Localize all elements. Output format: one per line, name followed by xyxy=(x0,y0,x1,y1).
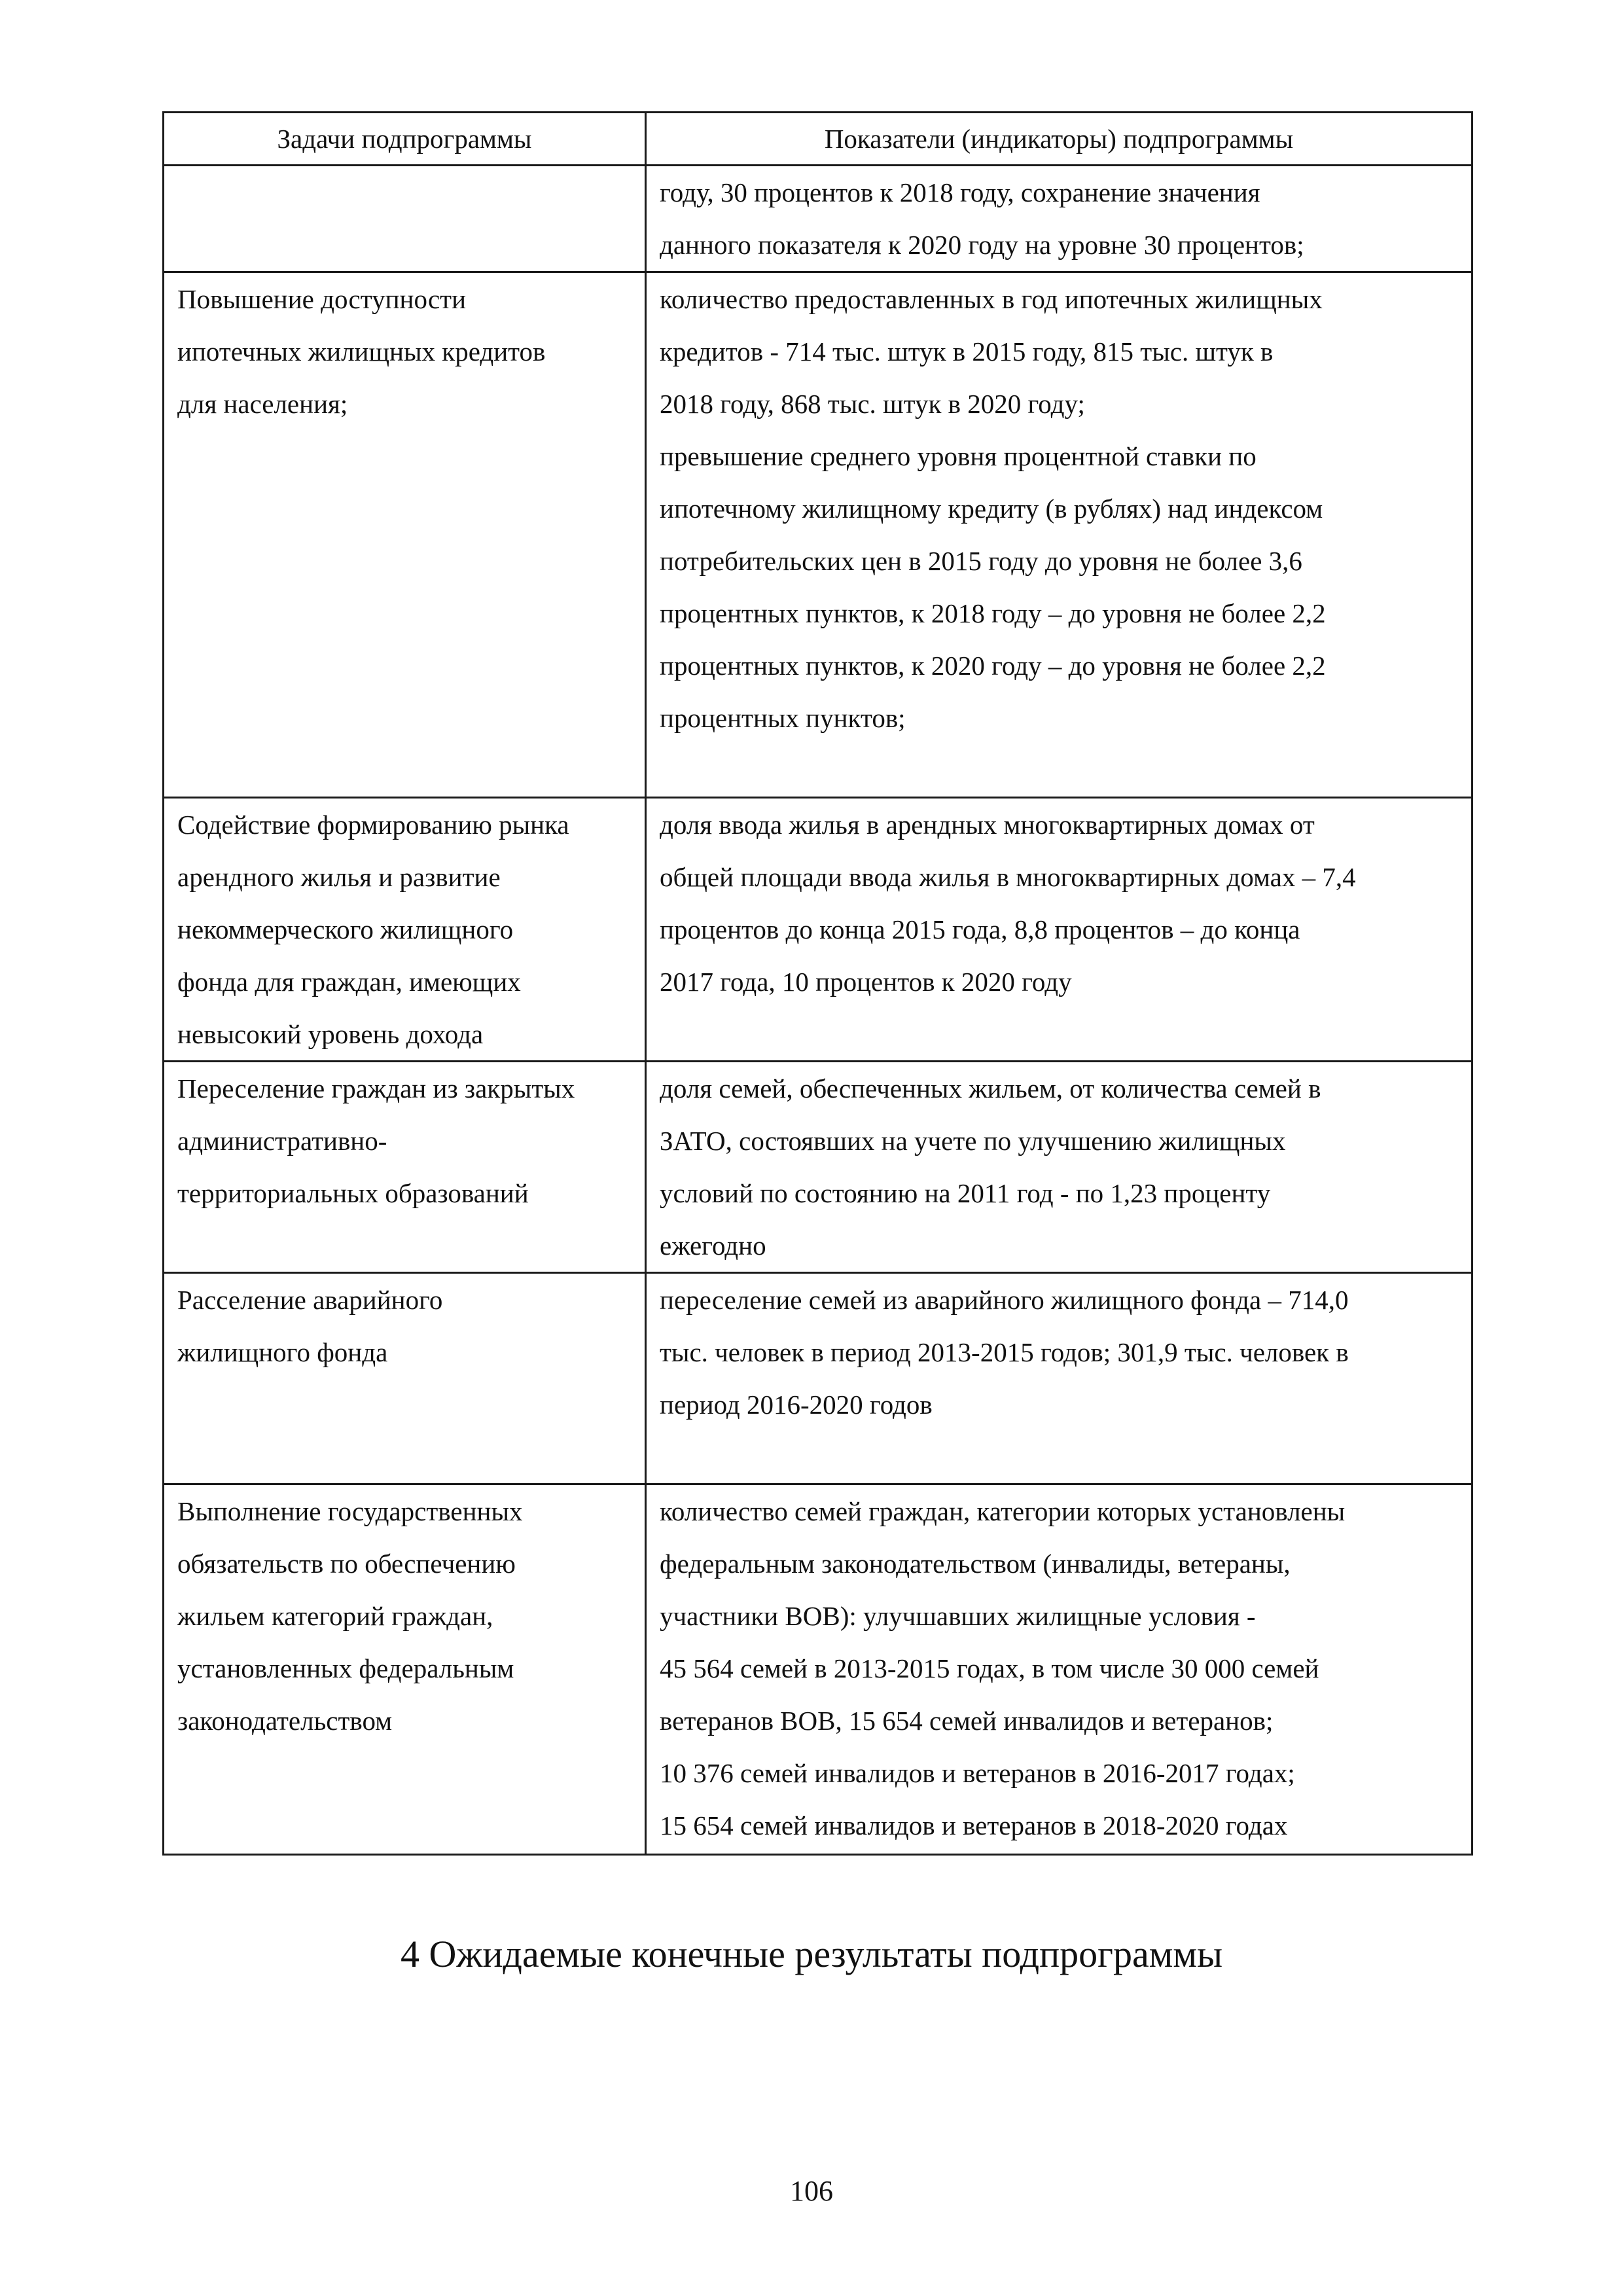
text-line: процентных пунктов, к 2020 году – до уровня не более 2,2 xyxy=(660,651,1326,681)
text-line: жилищного фонда xyxy=(177,1337,388,1367)
text-line: процентных пунктов; xyxy=(660,703,906,733)
text-line: некоммерческого жилищного xyxy=(177,914,514,944)
text-line: территориальных образований xyxy=(177,1178,529,1208)
text-line: ипотечных жилищных кредитов xyxy=(177,336,546,367)
text-line: 2018 году, 868 тыс. штук в 2020 году; xyxy=(660,389,1085,419)
text-line: 15 654 семей инвалидов и ветеранов в 2018-2020 годах xyxy=(660,1810,1288,1840)
task-cell xyxy=(164,1273,646,1484)
text-line: арендного жилья и развитие xyxy=(177,862,501,892)
header-tasks: Задачи подпрограммы xyxy=(164,113,646,166)
text-line: участники ВОВ): улучшавших жилищные условия - xyxy=(660,1601,1256,1631)
task-cell xyxy=(164,1484,646,1855)
text-line: количество семей граждан, категории которых установлены xyxy=(660,1496,1346,1526)
text-line: доля ввода жилья в арендных многоквартирных домах от xyxy=(660,810,1315,840)
indicators-cell xyxy=(646,798,1472,1062)
header-indicators: Показатели (индикаторы) подпрограммы xyxy=(646,113,1472,166)
table-row xyxy=(164,272,1472,798)
text-line: потребительских цен в 2015 году до уровня не более 3,6 xyxy=(660,546,1302,576)
text-line: установленных федеральным xyxy=(177,1653,514,1683)
text-line: процентов до конца 2015 года, 8,8 процентов – до конца xyxy=(660,914,1300,944)
text-line: Расселение аварийного xyxy=(177,1285,443,1315)
text-line: ежегодно xyxy=(660,1230,766,1261)
text-line: количество предоставленных в год ипотечных жилищных xyxy=(660,284,1323,314)
table-row xyxy=(164,798,1472,1062)
text-line: доля семей, обеспеченных жильем, от количества семей в xyxy=(660,1073,1321,1103)
table-row xyxy=(164,166,1472,272)
indicators-cell xyxy=(646,1484,1472,1855)
text-line: федеральным законодательством (инвалиды, ветераны, xyxy=(660,1549,1291,1579)
indicators-cell xyxy=(646,166,1472,272)
text-line: обязательств по обеспечению xyxy=(177,1549,516,1579)
text-line: законодательством xyxy=(177,1706,393,1736)
text-line: ЗАТО, состоявших на учете по улучшению жилищных xyxy=(660,1126,1286,1156)
text-line: для населения; xyxy=(177,389,348,419)
text-line: 45 564 семей в 2013-2015 годах, в том числе 30 000 семей xyxy=(660,1653,1319,1683)
text-line: ипотечному жилищному кредиту (в рублях) над индексом xyxy=(660,493,1323,524)
indicators-table xyxy=(162,111,1473,1856)
indicators-cell xyxy=(646,1062,1472,1273)
section-heading: 4 Ожидаемые конечные результаты подпрограммы xyxy=(400,1933,1223,1975)
text-line: тыс. человек в период 2013-2015 годов; 301,9 тыс. человек в xyxy=(660,1337,1349,1367)
text-line: период 2016-2020 годов xyxy=(660,1390,933,1420)
text-line: общей площади ввода жилья в многоквартирных домах – 7,4 xyxy=(660,862,1356,892)
table-row xyxy=(164,1062,1472,1273)
table-row xyxy=(164,1484,1472,1855)
text-line: процентных пунктов, к 2018 году – до уровня не более 2,2 xyxy=(660,598,1326,628)
text-line: кредитов - 714 тыс. штук в 2015 году, 815 тыс. штук в xyxy=(660,336,1274,367)
text-line: 2017 года, 10 процентов к 2020 году xyxy=(660,967,1072,997)
task-cell xyxy=(164,166,646,272)
text-line: Содействие формированию рынка xyxy=(177,810,569,840)
text-line: Повышение доступности xyxy=(177,284,467,314)
text-line: Переселение граждан из закрытых xyxy=(177,1073,575,1103)
table-row xyxy=(164,1273,1472,1484)
task-cell xyxy=(164,798,646,1062)
text-line: данного показателя к 2020 году на уровне 30 процентов; xyxy=(660,230,1304,260)
page-number: 106 xyxy=(790,2175,833,2207)
indicators-cell xyxy=(646,1273,1472,1484)
task-cell xyxy=(164,1062,646,1273)
text-line: условий по состоянию на 2011 год - по 1,23 проценту xyxy=(660,1178,1271,1208)
task-cell xyxy=(164,272,646,798)
text-line: административно- xyxy=(177,1126,387,1156)
text-line: превышение среднего уровня процентной ставки по xyxy=(660,441,1257,471)
text-line: фонда для граждан, имеющих xyxy=(177,967,521,997)
table-header-row xyxy=(164,113,1472,166)
text-line: Выполнение государственных xyxy=(177,1496,523,1526)
text-line: ветеранов ВОВ, 15 654 семей инвалидов и ветеранов; xyxy=(660,1706,1274,1736)
text-line: переселение семей из аварийного жилищного фонда – 714,0 xyxy=(660,1285,1349,1315)
text-line: году, 30 процентов к 2018 году, сохранение значения xyxy=(660,177,1260,207)
text-line: невысокий уровень дохода xyxy=(177,1019,484,1049)
indicators-cell xyxy=(646,272,1472,798)
text-line: жильем категорий граждан, xyxy=(177,1601,493,1631)
text-line: 10 376 семей инвалидов и ветеранов в 2016-2017 годах; xyxy=(660,1758,1295,1788)
